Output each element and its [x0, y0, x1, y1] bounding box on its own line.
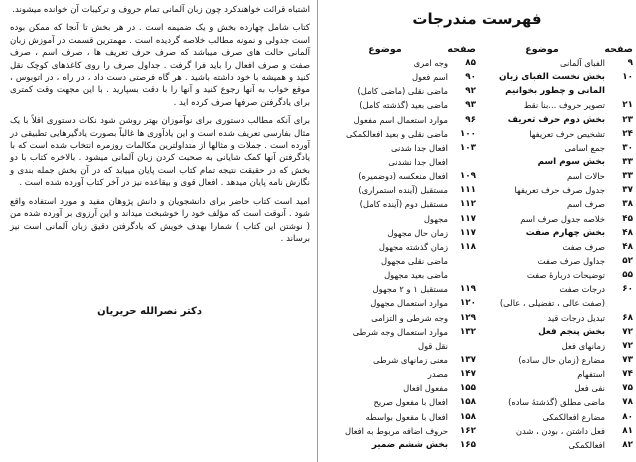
toc-entry-title: افعالکمکی — [568, 439, 605, 450]
toc-entry — [481, 226, 633, 240]
topic-column-label: موضوع — [368, 43, 402, 55]
toc-entry-title: استفهام — [577, 369, 605, 380]
toc-page-number: ۸۰ — [622, 411, 633, 422]
toc-page-number: ۷۲ — [622, 340, 633, 351]
toc-entry — [481, 282, 633, 296]
toc-page-number: ۱۴۷ — [459, 369, 476, 380]
toc-page-number: ۸۵ — [465, 58, 476, 69]
toc-entry-title: صرف صفت — [562, 241, 605, 252]
toc-entry-title: زمان گذشته مجهول — [378, 241, 448, 252]
toc-entry — [324, 169, 476, 183]
toc-page-number: ۱۶۵ — [459, 439, 476, 450]
toc-entry-title: وجه امری — [413, 58, 448, 69]
toc-entry — [481, 254, 633, 268]
toc-entry — [324, 268, 476, 282]
toc-entry — [324, 155, 476, 169]
toc-entry-title: بخش دوم حرف تعریف — [507, 114, 605, 125]
toc-entry-title: ماضی نقلی و بعید افعالکمکی — [346, 128, 448, 139]
toc-page-number: ۱۲۰ — [459, 298, 476, 309]
toc-entry — [324, 84, 476, 98]
toc-page-number: ۴۸ — [622, 227, 633, 238]
toc-entry-title: مستقبل دوم (آینده کامل) — [359, 199, 448, 210]
toc-page-number: ۱۱۱ — [459, 185, 476, 196]
toc-page-number: ۱۰۰ — [459, 128, 476, 139]
toc-entry — [481, 70, 633, 84]
toc-entry-title: زمان حال مجهول — [387, 227, 448, 238]
toc-entry — [324, 367, 476, 381]
toc-entry — [481, 183, 633, 197]
toc-column-left — [324, 42, 476, 452]
toc-entry-title: نفی فعل — [574, 383, 605, 394]
toc-entry — [481, 381, 633, 395]
toc-entry — [324, 183, 476, 197]
toc-page-number: ۳۸ — [622, 199, 633, 210]
author-signature: دکتر نصرالله حریریان — [97, 306, 202, 317]
toc-entry-title: الفبای آلمانی — [560, 58, 605, 69]
toc-page-number: ۷۵ — [622, 383, 633, 394]
toc-entry-title: موارد استعمال مجهول — [370, 298, 448, 309]
toc-entry-title: موارد استعمال وجه شرطی — [352, 326, 448, 337]
toc-page-number: ۱۰۹ — [459, 171, 476, 182]
toc-entry — [481, 367, 633, 381]
toc-entry — [324, 127, 476, 141]
toc-entry-title: معنی زمانهای شرطی — [372, 355, 448, 366]
toc-entry — [481, 127, 633, 141]
toc-entry — [324, 56, 476, 70]
toc-entry — [481, 56, 633, 70]
toc-entry-title: ماضی مطلق (گذشتهٔ ساده) — [508, 397, 605, 408]
intro-paragraph: اشتباه قرائت خواهندکرد چون زبان آلمانی تمام حروف و ترکیبات آن خوانده میشوند. — [12, 5, 310, 15]
toc-page-number: ۱۰۳ — [459, 142, 476, 153]
toc-entry — [324, 254, 476, 268]
toc-entry — [324, 240, 476, 254]
toc-entry — [324, 197, 476, 211]
toc-entry-title: بخش پنجم فعل — [538, 326, 605, 337]
toc-page-number: ۱۱۸ — [459, 241, 476, 252]
toc-entry-title: حالات اسم — [567, 171, 605, 182]
toc-entry-title: مجهول — [423, 213, 448, 224]
toc-entry — [481, 240, 633, 254]
toc-page-number: ۷۴ — [622, 369, 633, 380]
toc-entry-title: آلمانی و چطور بخوانیم — [505, 86, 605, 97]
toc-entry-title: مفعول افعال — [403, 383, 448, 394]
toc-entry — [324, 282, 476, 296]
toc-page-number: ۱۱۷ — [459, 227, 476, 238]
toc-page-number: ۳۳ — [622, 157, 633, 168]
toc-page-number: ۹۲ — [465, 86, 476, 97]
toc-entry-title: جمع اسامی — [564, 142, 605, 153]
toc-entry — [324, 70, 476, 84]
toc-entry — [481, 339, 633, 353]
topic-column-label: موضوع — [525, 43, 559, 55]
toc-entry-title: افعال جدا شدنی — [391, 142, 448, 153]
toc-page-number: ۳۷ — [622, 185, 633, 196]
toc-entry-title: افعال جدا نشدنی — [388, 157, 448, 168]
toc-page-number: ۲۴ — [622, 128, 633, 139]
toc-entry — [481, 141, 633, 155]
toc-entry — [481, 197, 633, 211]
toc-entries — [324, 56, 476, 452]
toc-entry-title: مضارع افعالکمکی — [542, 411, 605, 422]
toc-entry — [481, 212, 633, 226]
toc-entry-title: اسم فعول — [411, 72, 448, 83]
toc-entry — [324, 325, 476, 339]
toc-entry — [481, 311, 633, 325]
toc-page-number: ۱۳۲ — [459, 326, 476, 337]
toc-entry — [324, 212, 476, 226]
toc-title: فهرست مندرجات — [412, 10, 542, 28]
toc-page-number: ۱۰ — [622, 72, 633, 83]
toc-page-number: ۶۸ — [622, 312, 633, 323]
toc-entry — [481, 296, 633, 310]
toc-page-number: ۱۱۲ — [459, 199, 476, 210]
toc-entry — [481, 325, 633, 339]
toc-entry-title: توضیحات دربارهٔ صفت — [526, 270, 605, 281]
toc-entry-title: نقل قول — [418, 340, 448, 351]
toc-entry — [324, 113, 476, 127]
toc-entry-title: بخش ششم ضمیر — [371, 439, 448, 450]
toc-entry-title: درجات صفت — [559, 284, 605, 295]
toc-page-number: ۱۶۲ — [459, 425, 476, 436]
toc-entry-title: ماضی بعید مجهول — [384, 270, 448, 281]
toc-page-number: ۷۸ — [622, 397, 633, 408]
toc-entry — [481, 395, 633, 409]
toc-page-number: ۴۸ — [622, 241, 633, 252]
toc-entry-title: جدول صرف حرف تعریفها — [514, 185, 605, 196]
toc-entry-title: جداول صرف صفت — [537, 256, 605, 267]
toc-entry-title: (صفت عالی ، تفضیلی ، عالی) — [499, 298, 605, 309]
toc-column-header — [324, 42, 476, 56]
toc-entry — [481, 410, 633, 424]
toc-entry — [324, 395, 476, 409]
toc-page-number: ۶۰ — [622, 284, 633, 295]
toc-entry — [481, 438, 633, 452]
toc-entry-title: بخش سوم اسم — [537, 157, 605, 168]
toc-entry — [324, 311, 476, 325]
toc-entry — [481, 169, 633, 183]
toc-page-number: ۵۵ — [622, 270, 633, 281]
toc-entry-title: حروف اضافه مربوط به افعال — [345, 425, 448, 436]
toc-entry-title: مصدر — [427, 369, 448, 380]
toc-page-number: ۱۵۸ — [459, 411, 476, 422]
toc-entry-title: خلاصه جدول صرف اسم — [520, 213, 605, 224]
toc-entry-title: افعال منعکسه (دوضمیره) — [358, 171, 448, 182]
toc-entry — [481, 268, 633, 282]
toc-page-number: ۹ — [627, 58, 633, 69]
toc-page-number: ۱۵۵ — [459, 383, 476, 394]
toc-entry-title: مضارع (زمان حال ساده) — [518, 355, 605, 366]
toc-page-number: ۱۳۷ — [459, 355, 476, 366]
toc-entry-title: ماضی نقلی مجهول — [381, 256, 448, 267]
toc-entry-title: موارد استعمال اسم مفعول — [353, 114, 448, 125]
toc-entry — [324, 296, 476, 310]
toc-page-number: ۵۲ — [622, 256, 633, 267]
intro-paragraph: امید است کتاب حاضر برای دانشجویان و دانش پژوهان مفید و مورد استفاده واقع شود . آنوقت است که مؤلف خود را خوشبخت میداند و این آرزوی بر آورده شده من ( نوشتن این کتاب ) شمارا بهدف خویش که یادگرفتن دقیق زبان آلمانی است نیز برساند . — [10, 196, 310, 244]
toc-entry — [324, 98, 476, 112]
toc-page-number: ۱۵۸ — [459, 397, 476, 408]
toc-entry — [481, 353, 633, 367]
toc-page-number: ۳۰ — [622, 142, 633, 153]
toc-page-number: ۷۳ — [622, 355, 633, 366]
right-page — [318, 0, 636, 462]
toc-entry — [481, 98, 633, 112]
toc-entry-title: صرف اسم — [567, 199, 605, 210]
toc-entry-title: فعل داشتن ، بودن ، شدن — [515, 425, 605, 436]
toc-entry — [324, 353, 476, 367]
toc-entry-title: مستقبل (آینده استمراری) — [358, 185, 448, 196]
toc-entry — [324, 141, 476, 155]
toc-entries — [481, 56, 633, 452]
toc-entry — [481, 113, 633, 127]
toc-entry-title: تصویر حروف ...بنا نقط — [523, 100, 605, 111]
toc-entry-title: زمانهای فعل — [561, 340, 605, 351]
toc-entry — [481, 155, 633, 169]
toc-page-number: ۸۲ — [622, 439, 633, 450]
toc-entry-title: تبدیل درجات قید — [547, 312, 605, 323]
toc-page-number: ۱۱۹ — [459, 284, 476, 295]
page-column-label: صفحه — [604, 43, 633, 55]
toc-entry-title: تشخیص حرف تعریفها — [529, 128, 605, 139]
toc-page-number: ۹۳ — [465, 100, 476, 111]
toc-entry — [324, 424, 476, 438]
toc-page-number: ۲۱ — [622, 100, 633, 111]
toc-entry — [324, 410, 476, 424]
page-column-label: صفحه — [447, 43, 476, 55]
toc-page-number: ۳۳ — [622, 171, 633, 182]
toc-page-number: ۹۰ — [465, 72, 476, 83]
toc-page-number: ۲۳ — [622, 114, 633, 125]
toc-entry-title: مستقبل ۱ و ۲ مجهول — [372, 284, 448, 295]
toc-page-number: ۹۶ — [465, 114, 476, 125]
toc-entry-title: وجه شرطی و التزامی — [371, 312, 448, 323]
toc-entry — [324, 226, 476, 240]
intro-paragraph: برای آنکه مطالب دستوری برای نوآموزان بهتر روشن شود نکات دستوری اقلاً با یک مثال بفارسی تعریف شده است و این یادآوری ها غالباً بصورت یادگیرهایی تطبیقی در آورده است . جملات و مثالها از متداولترین مکالمات روزمره انتخاب شده است که با یادگرفتن آنها کمک شایانی به صحبت کردن زبان آلمانی میشود . بالاخره کتاب با دو بخش که در حقیقت نتیجه تمام کتاب است پایان مییابد که در آن بخش جمله بندی و نگارش نامه پایان میدهد . افعال قوی و بیقاعده نیز در آخر کتاب آورده شده است . — [10, 116, 310, 189]
toc-page-number: ۷۲ — [622, 326, 633, 337]
toc-entry-title: افعال با مفعول صریح — [373, 397, 448, 408]
intro-paragraph: کتاب شامل چهارده بخش و یک ضمیمه است . در هر بخش تا آنجا که ممکن بوده است جدولی و نمونه مطالب خلاصه گردیده است . مهمترین قسمت در آموزش زبان آلمانی حالت های صرف میباشد که صرف حرف تعریف ها ، صرف اسم ، صرف صفت و صرف افعال را باید فرا گرفت . جداول صرف را روی کاغذهای کوچک نقل کنید و همیشه با خود داشته باشید . هر گاه فرصتی دست داد ، در راه ، در اتوبوس ، موقع خواب به آنها رجوع کنید و آنها را با دقت بسپارید . با این مجهت وقت کمتری برای یادگرفتن صرفها صرف کرده اید . — [10, 23, 310, 108]
toc-entry — [481, 84, 633, 98]
toc-entry — [324, 438, 476, 452]
toc-entry — [324, 339, 476, 353]
toc-page-number: ۱۲۹ — [459, 312, 476, 323]
toc-column-header — [481, 42, 633, 56]
toc-page-number: ۴۵ — [622, 213, 633, 224]
toc-entry-title: بخش نخست الفبای زبان — [499, 72, 605, 83]
toc-entry-title: ماضی بعید (گذشته کامل) — [359, 100, 448, 111]
toc-column-right — [481, 42, 633, 452]
toc-entry — [324, 381, 476, 395]
toc-entry — [481, 424, 633, 438]
introduction-text — [10, 4, 310, 251]
toc-entry-title: افعال با مفعول بواسطه — [365, 411, 448, 422]
toc-page-number: ۸۱ — [622, 425, 633, 436]
toc-page-number: ۱۱۷ — [459, 213, 476, 224]
toc-entry-title: ماضی نقلی (ماضی کامل) — [357, 86, 448, 97]
toc-entry-title: بخش چهارم صفت — [525, 227, 605, 238]
